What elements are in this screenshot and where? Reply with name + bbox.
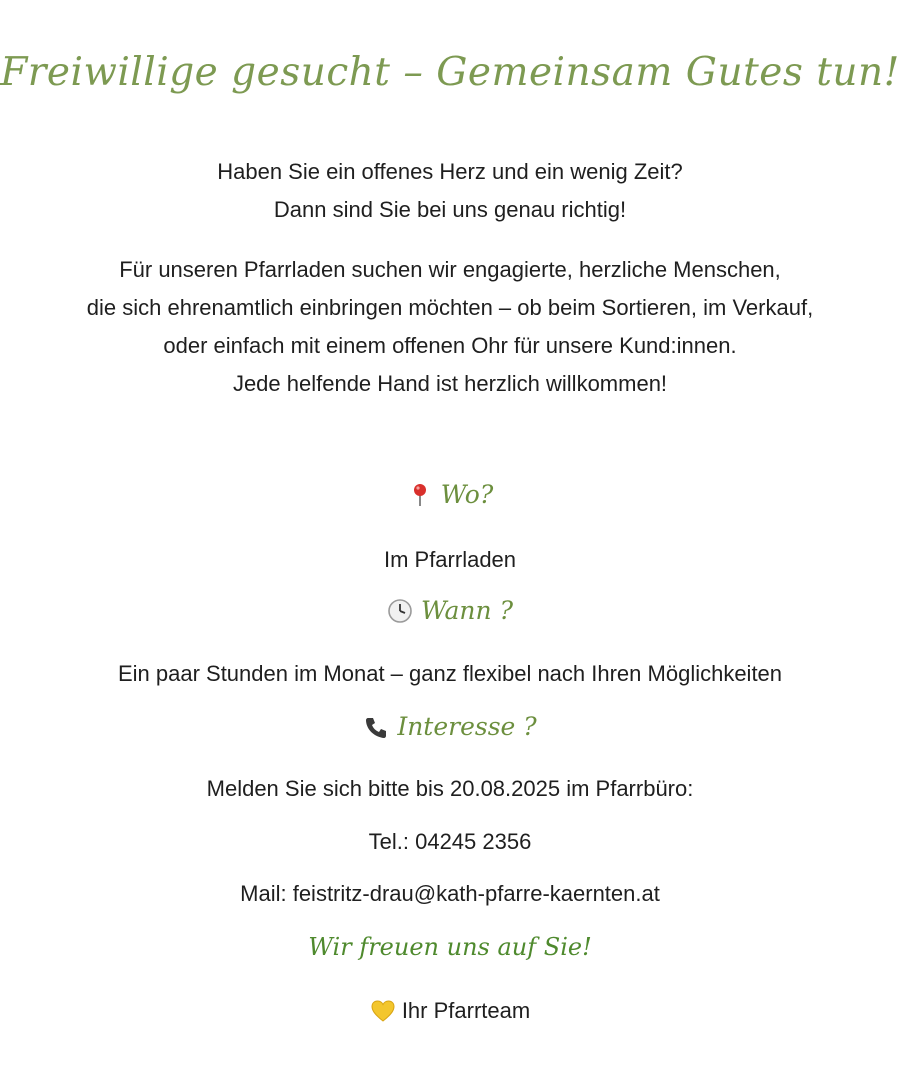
interest-value: Melden Sie sich bitte bis 20.08.2025 im Pfarrbüro:	[206, 776, 694, 801]
phone-icon	[363, 714, 389, 740]
heart-icon	[370, 998, 396, 1024]
page-title	[0, 42, 900, 102]
where-heading	[0, 480, 900, 509]
paragraph-line: Für unseren Pfarrladen suchen wir engagierte, herzliche Menschen,	[119, 257, 781, 282]
clock-icon	[387, 598, 413, 624]
phone-number: Tel.: 04245 2356	[368, 829, 532, 854]
where-label: Wo?	[440, 480, 494, 509]
when-heading	[0, 596, 900, 625]
when-label: Wann ?	[421, 596, 513, 625]
paragraph-line: oder einfach mit einem offenen Ohr für unsere Kund:innen.	[163, 333, 737, 358]
closing-text: Wir freuen uns auf Sie!	[308, 933, 592, 961]
description-paragraph	[0, 251, 900, 403]
pin-icon	[407, 482, 433, 508]
intro-line: Dann sind Sie bei uns genau richtig!	[273, 197, 627, 222]
where-value: Im Pfarrladen	[383, 547, 517, 572]
intro-line: Haben Sie ein offenes Herz und ein wenig Zeit?	[217, 159, 683, 184]
interest-heading	[0, 712, 900, 741]
signature-text: Ihr Pfarrteam	[401, 998, 531, 1023]
signature	[0, 998, 900, 1024]
interest-label: Interesse ?	[397, 712, 537, 741]
email-address: Mail: feistritz-drau@kath-pfarre-kaernten.at	[240, 881, 660, 906]
when-value: Ein paar Stunden im Monat – ganz flexibel nach Ihren Möglichkeiten	[117, 661, 783, 686]
intro-text	[0, 153, 900, 229]
paragraph-line: die sich ehrenamtlich einbringen möchten – ob beim Sortieren, im Verkauf,	[86, 295, 814, 320]
paragraph-line: Jede helfende Hand ist herzlich willkommen!	[232, 371, 668, 396]
title-text: Freiwillige gesucht – Gemeinsam Gutes tun!	[0, 49, 900, 95]
